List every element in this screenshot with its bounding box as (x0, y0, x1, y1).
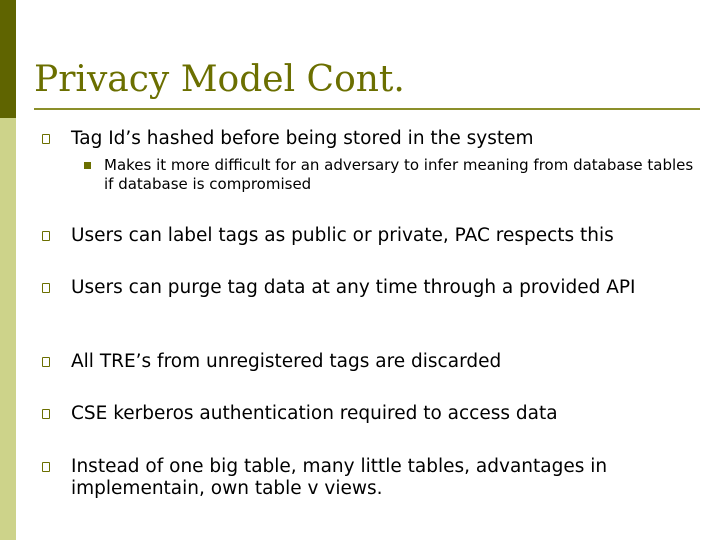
slide-title: Privacy Model Cont. (34, 59, 405, 100)
square-bullet-icon (42, 409, 50, 419)
square-bullet-icon (42, 283, 50, 293)
bullet-item-5: CSE kerberos authentication required to access data (71, 403, 558, 424)
bullet-item-6: Instead of one big table, many little tables, advantages in implementain, own table v views. (71, 456, 608, 499)
square-bullet-icon (42, 134, 50, 144)
title-underline (34, 108, 700, 110)
filled-square-bullet-icon (84, 162, 91, 169)
bullet-item-3: Users can purge tag data at any time through a provided API (71, 277, 636, 298)
left-accent-bar-dark (0, 0, 16, 118)
square-bullet-icon (42, 231, 50, 241)
bullet-item-4: All TRE’s from unregistered tags are discarded (71, 351, 502, 372)
bullet-item-1: Tag Id’s hashed before being stored in the system (71, 128, 534, 149)
square-bullet-icon (42, 357, 50, 367)
sub-bullet-item-1: Makes it more difficult for an adversary to infer meaning from database tables if database is compromised (104, 156, 694, 193)
square-bullet-icon (42, 462, 50, 472)
bullet-item-2: Users can label tags as public or private, PAC respects this (71, 225, 614, 246)
left-accent-bar-light (0, 118, 16, 540)
